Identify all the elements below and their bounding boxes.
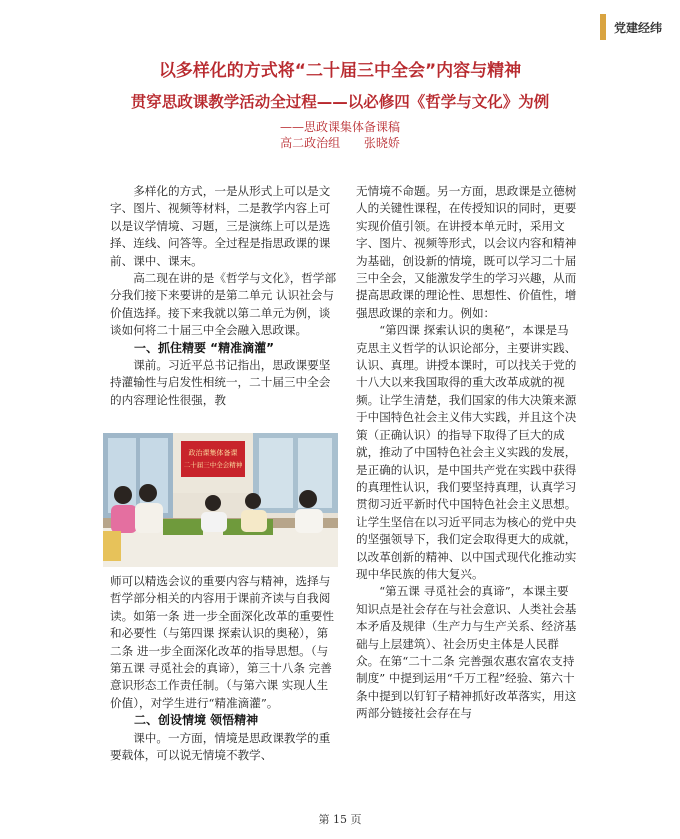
article-title-line1: 以多样化的方式将“二十届三中全会”内容与精神	[158, 61, 522, 81]
meeting-photo-illustration	[103, 433, 338, 567]
section-tag-label: 党建经纬	[613, 20, 662, 35]
photo-banner-text-2: 二十届三中全会精神	[183, 461, 243, 469]
paragraph: 师可以精选会议的重要内容与精神，选择与哲学部分相关的内容用于课前齐读与自我阅读。如第一条 进一步全面深化改革的重要性和必要性（与第四课 探索认识的奥秘），第二条 进一步全面深化改革的指导思想。（与第五课 寻觅社会的真谛），第三十八条 完善意识形态工作责任制。（与第六课 实现人生价值），对学生进行“精准滴灌”。	[110, 574, 334, 710]
left-column-bottom	[110, 573, 338, 764]
section-tag	[600, 14, 662, 40]
paragraph: 无情境不命题。另一方面，思政课是立德树人的关键性课程，在传授知识的同时，更要实现价值引领。在讲授本单元时，采用文字、图片、视频等形式，以会议内容和精神为基础，创设新的情境，既可以学习二十届三中全会，又能激发学生的学习兴趣，从而提高思政课的理论性、思想性、价值性，增强思政课的亲和力。例如：	[356, 184, 577, 320]
author-line	[0, 134, 680, 151]
paragraph: 多样化的方式，一是从形式上可以是文字、图片、视频等材料，二是教学内容上可以是议学情境、习题，三是演练上可以是选择、连线、问答等。全过程是指思政课的课前、课中、课末。	[110, 184, 331, 268]
photo-banner-text: 政治课集体备课	[188, 449, 238, 457]
paragraph: 课前。习近平总书记指出，思政课要坚持灌输性与启发性相统一，二十届三中全会的内容理论性很强，教	[110, 358, 331, 407]
section-heading-1: 一、抓住精要 “精准滴灌”	[134, 340, 274, 355]
author-name: 张晓娇	[363, 136, 400, 150]
paragraph: 高二现在讲的是《哲学与文化》，哲学部分我们接下来要讲的是第二单元 认识社会与价值选择。接下来我就以第二单元为例，谈谈如何将二十届三中全会融入思政课。	[110, 271, 337, 338]
paragraph: 课中。一方面，情境是思政课教学的重要载体，可以说无情境不教学、	[110, 730, 331, 763]
left-column-top	[110, 183, 338, 409]
right-column	[356, 183, 580, 723]
paragraph: “第五课 寻觅社会的真谛”，本课主要知识点是社会存在与社会意识、人类社会基本矛盾及规律（生产力与生产关系、经济基础与上层建筑）、社会历史主体是人民群众。在第“二十二条 完善强农惠农富农支持制度” 中提到运用“千万工程”经验、第六十条中提到以钉钉子精神抓好改革落实，用这两部分链接社会存在与	[356, 584, 577, 721]
article-subtitle: ——思政课集体备课稿	[279, 120, 400, 134]
article-title-line2: 贯穿思政课教学活动全过程——以必修四《哲学与文化》为例	[130, 93, 550, 111]
tag-accent-bar	[600, 14, 606, 40]
paragraph: “第四课 探索认识的奥秘”，本课是马克思主义哲学的认识论部分，主要讲实践、认识、真理。讲授本课时，可以找关于党的十八大以来我国取得的重大改革成就的视频。让学生清楚，我们国家的伟大决策来源于中国特色社会主义伟大实践，并且这个决策（正确认识）的指导下取得了巨大的成就，推动了中国特色社会主义实践的发展，是正确的认识，是中国共产党在实践中获得的真理性认识，我们要坚持真理，认真学习贯彻习近平新时代中国特色社会主义思想。让学生坚信在以习近平同志为核心的党中央的坚强领导下，我们定会取得更大的成就，以改革创新的精神、以中国式现代化推动实现中华民族的伟大复兴。	[356, 323, 577, 581]
page-number: 第 15 页	[318, 813, 362, 826]
author-group: 高二政治组	[280, 136, 341, 150]
section-heading-2: 二、创设情境 领悟精神	[134, 713, 259, 728]
meeting-photo	[103, 433, 338, 567]
